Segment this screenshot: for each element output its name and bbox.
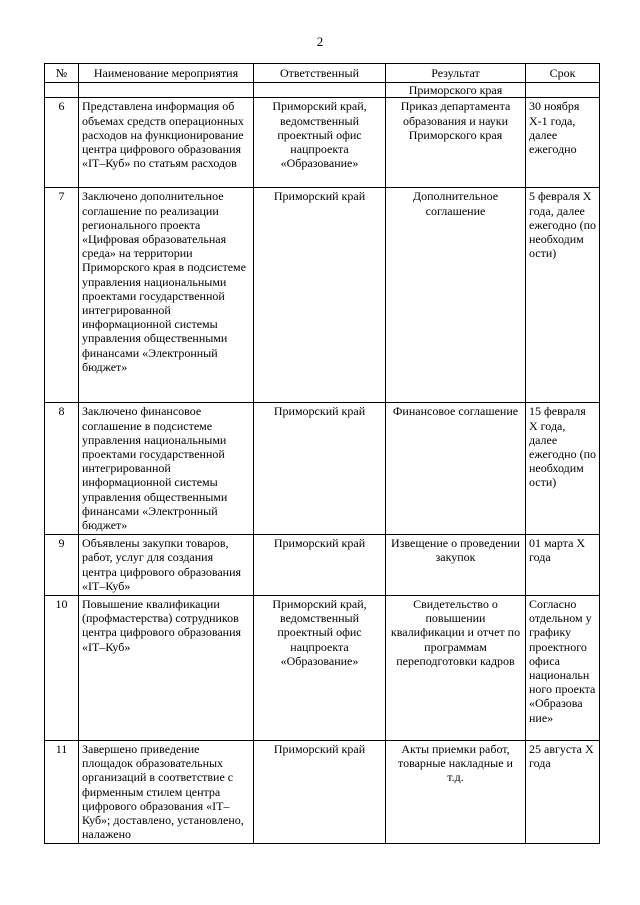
row-name: Объявлены закупки товаров, работ, услуг для создания центра цифрового образования «IT–Куб» — [79, 535, 254, 596]
continuation-term — [526, 83, 600, 98]
table-row — [45, 98, 600, 188]
continuation-responsible — [254, 83, 386, 98]
row-term: 5 февраля Х года, далее ежегодно (по необходим ости) — [526, 188, 600, 403]
row-result: Дополнительное соглашение — [386, 188, 526, 403]
row-term: 25 августа Х года — [526, 741, 600, 844]
row-name: Завершено приведение площадок образовательных организаций в соответствие с фирменным стилем центра цифрового образования «IT–Куб»; доставлено, установлено, налажено — [79, 741, 254, 844]
continuation-row — [45, 83, 600, 98]
row-term: 30 ноября Х-1 года, далее ежегодно — [526, 98, 600, 188]
row-responsible: Приморский край, ведомственный проектный офис нацпроекта «Образование» — [254, 98, 386, 188]
row-num: 9 — [45, 535, 79, 596]
header-name: Наименование мероприятия — [79, 64, 254, 83]
row-term: 01 марта Х года — [526, 535, 600, 596]
row-result: Извещение о проведении закупок — [386, 535, 526, 596]
row-result: Акты приемки работ, товарные накладные и т.д. — [386, 741, 526, 844]
table-row — [45, 188, 600, 403]
header-term: Срок — [526, 64, 600, 83]
header-num: № — [45, 64, 79, 83]
row-responsible: Приморский край — [254, 188, 386, 403]
row-term: Согласно отдельном у графику проектного офиса национальн ного проекта «Образова ние» — [526, 596, 600, 741]
table-row — [45, 596, 600, 741]
table-row — [45, 403, 600, 535]
row-num: 11 — [45, 741, 79, 844]
table-row — [45, 741, 600, 844]
table-header-row — [45, 64, 600, 83]
row-responsible: Приморский край, ведомственный проектный офис нацпроекта «Образование» — [254, 596, 386, 741]
row-responsible: Приморский край — [254, 535, 386, 596]
header-responsible: Ответственный — [254, 64, 386, 83]
continuation-name — [79, 83, 254, 98]
row-result: Свидетельство о повышении квалификации и отчет по программам переподготовки кадров — [386, 596, 526, 741]
row-num: 7 — [45, 188, 79, 403]
activities-table — [44, 63, 600, 844]
table-row — [45, 535, 600, 596]
row-name: Повышение квалификации (профмастерства) сотрудников центра цифрового образования «IT–Куб» — [79, 596, 254, 741]
page-number: 2 — [316, 34, 324, 49]
continuation-num — [45, 83, 79, 98]
row-responsible: Приморский край — [254, 741, 386, 844]
row-responsible: Приморский край — [254, 403, 386, 535]
row-num: 6 — [45, 98, 79, 188]
row-num: 8 — [45, 403, 79, 535]
row-name: Заключено финансовое соглашение в подсистеме управления национальными проектами государственной интегрированной информационной системы управления общественными финансами «Электронный бюджет» — [79, 403, 254, 535]
row-result: Приказ департамента образования и науки Приморского края — [386, 98, 526, 188]
continuation-result: Приморского края — [386, 83, 526, 98]
row-result: Финансовое соглашение — [386, 403, 526, 535]
row-name: Заключено дополнительное соглашение по реализации регионального проекта «Цифровая образовательная среда» на территории Приморского края в подсистеме управления национальными проектами государственной интегрированной информационной системы управления общественными финансами «Электронный бюджет» — [79, 188, 254, 403]
row-term: 15 февраля Х года, далее ежегодно (по необходим ости) — [526, 403, 600, 535]
row-name: Представлена информация об объемах средств операционных расходов на функционирование центра цифрового образования «IT–Куб» по статьям расходов — [79, 98, 254, 188]
row-num: 10 — [45, 596, 79, 741]
header-result: Результат — [386, 64, 526, 83]
